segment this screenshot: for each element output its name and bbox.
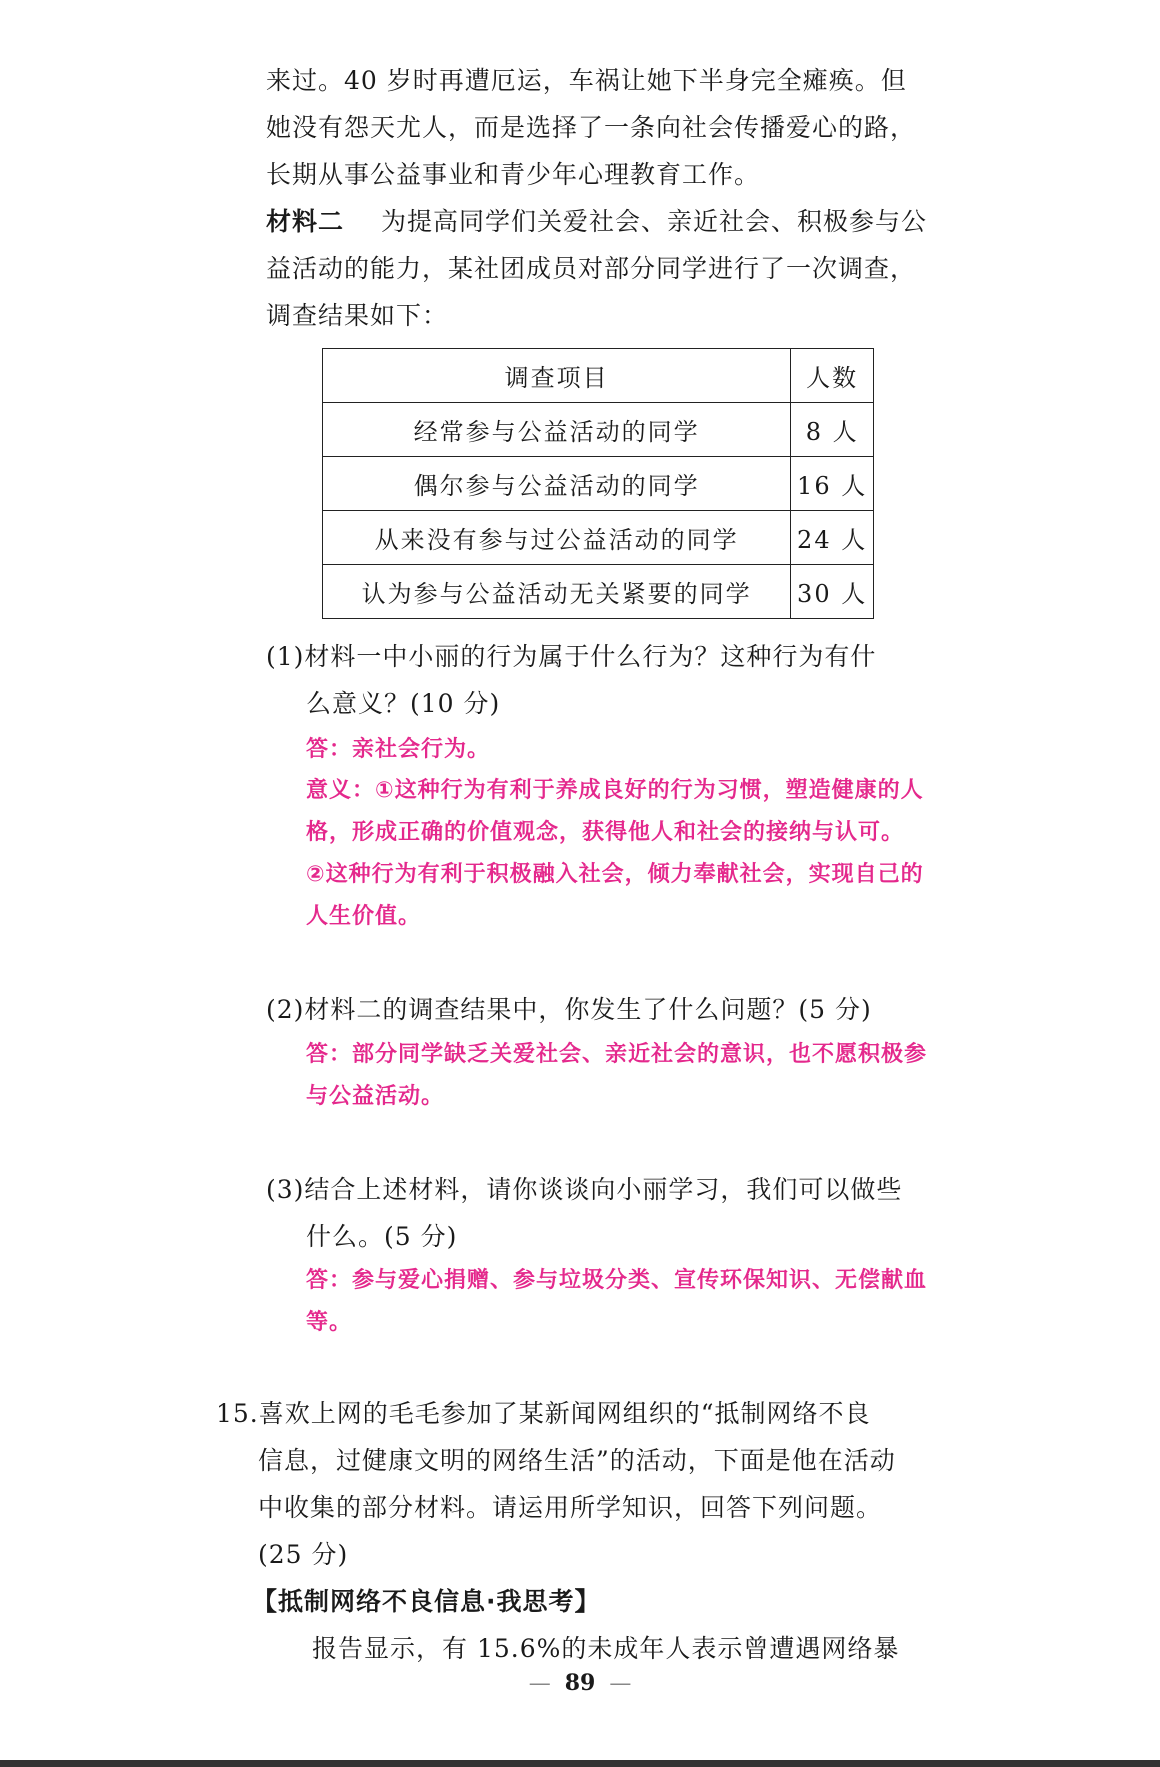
table-row: [323, 403, 874, 457]
table-cell-count: 16 人: [791, 457, 874, 511]
table-cell-item: 认为参与公益活动无关紧要的同学: [323, 565, 791, 619]
section-heading: 【抵制网络不良信息·我思考】: [252, 1587, 601, 1616]
page-footer: [0, 1670, 1160, 1696]
question-1-text: (1)材料一中小丽的行为属于什么行为？这种行为有什: [266, 642, 877, 671]
answer-line: 意义：①这种行为有利于养成良好的行为习惯，塑造健康的人: [306, 778, 924, 803]
answer-line: 等。: [306, 1310, 353, 1335]
bottom-bar: [0, 1760, 1160, 1767]
material-two-text: 为提高同学们关爱社会、亲近社会、积极参与公: [380, 207, 927, 236]
table-header-row: [323, 349, 874, 403]
table-cell-count: 24 人: [791, 511, 874, 565]
answer-line: 答：参与爱心捐赠、参与垃圾分类、宣传环保知识、无偿献血: [306, 1268, 928, 1293]
footer-dash-right: —: [609, 1671, 632, 1696]
question-15-text: (25 分): [258, 1540, 349, 1569]
material-two-label: 材料二: [266, 207, 345, 236]
paragraph-line: 她没有怨天尤人，而是选择了一条向社会传播爱心的路，: [266, 113, 917, 142]
answer-line: ②这种行为有利于积极融入社会，倾力奉献社会，实现自己的: [306, 862, 924, 887]
question-3-text: (3)结合上述材料，请你谈谈向小丽学习，我们可以做些: [266, 1175, 903, 1204]
answer-line: 与公益活动。: [306, 1084, 445, 1109]
table-row: [323, 511, 874, 565]
answer-line: 答：亲社会行为。: [306, 737, 491, 762]
paragraph-line: 长期从事公益事业和青少年心理教育工作。: [266, 160, 761, 189]
question-2-text: (2)材料二的调查结果中，你发生了什么问题？(5 分): [266, 995, 872, 1024]
paragraph-line: 来过。40 岁时再遭厄运，车祸让她下半身完全瘫痪。但: [266, 66, 907, 95]
material-two-line: [266, 205, 927, 239]
footer-dash-left: —: [528, 1671, 551, 1696]
table-cell-item: 经常参与公益活动的同学: [323, 403, 791, 457]
table-row: [323, 565, 874, 619]
paragraph-line: 报告显示，有 15.6%的未成年人表示曾遭遇网络暴: [312, 1634, 900, 1663]
question-15-text: 信息，过健康文明的网络生活”的活动，下面是他在活动: [258, 1446, 896, 1475]
paragraph-line: 调查结果如下：: [266, 301, 449, 330]
question-15-text: 中收集的部分材料。请运用所学知识，回答下列问题。: [258, 1493, 883, 1522]
table-cell-count: 8 人: [791, 403, 874, 457]
question-15-text: 15.喜欢上网的毛毛参加了某新闻网组织的“抵制网络不良: [216, 1399, 871, 1428]
table-header-count: 人数: [791, 349, 874, 403]
survey-table: [322, 348, 874, 619]
paragraph-line: 益活动的能力，某社团成员对部分同学进行了一次调查，: [266, 254, 917, 283]
table-row: [323, 457, 874, 511]
answer-line: 答：部分同学缺乏关爱社会、亲近社会的意识，也不愿积极参: [306, 1042, 928, 1067]
answer-line: 人生价值。: [306, 904, 422, 929]
table-cell-count: 30 人: [791, 565, 874, 619]
table-header-item: 调查项目: [323, 349, 791, 403]
page-number: 89: [564, 1670, 596, 1696]
question-3-text: 什么。(5 分): [306, 1222, 458, 1251]
answer-line: 格，形成正确的价值观念，获得他人和社会的接纳与认可。: [306, 820, 905, 845]
table-cell-item: 偶尔参与公益活动的同学: [323, 457, 791, 511]
question-1-text: 么意义？(10 分): [306, 689, 501, 718]
table-cell-item: 从来没有参与过公益活动的同学: [323, 511, 791, 565]
